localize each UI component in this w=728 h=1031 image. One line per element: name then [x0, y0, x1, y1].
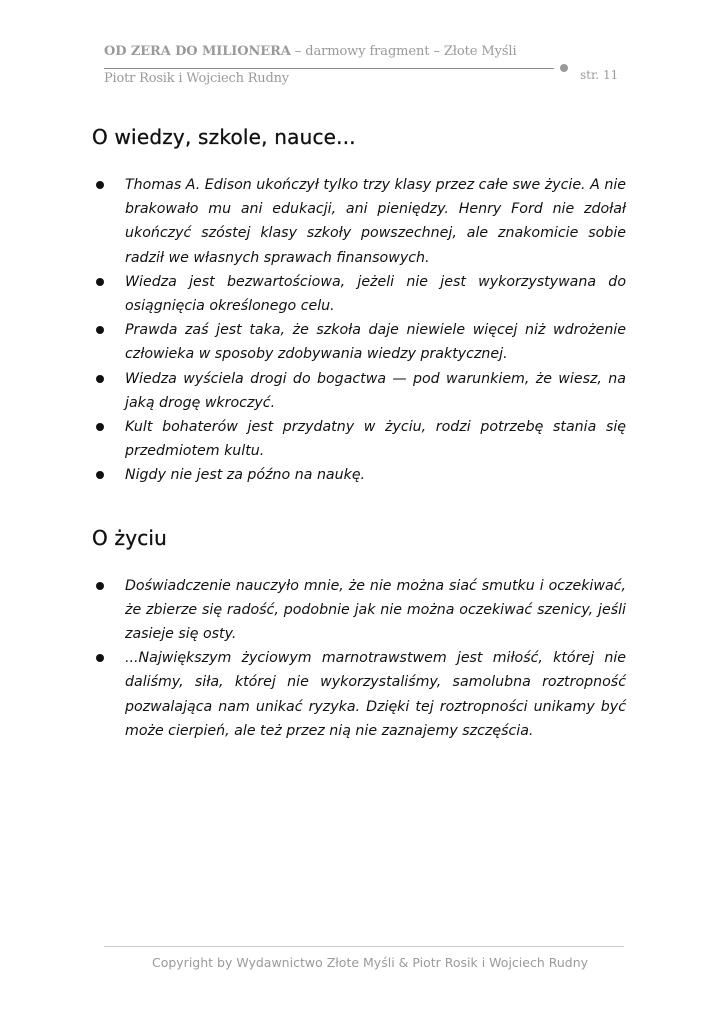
knowledge-list [92, 173, 626, 488]
page-content [92, 125, 626, 743]
page-header [104, 44, 624, 92]
header-subtitle: – darmowy fragment – Złote Myśli [290, 44, 517, 59]
list-item [92, 415, 626, 463]
bullet-icon [96, 471, 104, 479]
section-title-knowledge: O wiedzy, szkole, nauce... [92, 125, 356, 149]
life-list [92, 574, 626, 743]
list-item-text: ...Największym życiowym marnotrawstwem jest miłość, której nie daliśmy, siła, której nie wykorzystaliśmy, samolubna roztropność pozwalająca nam unikać ryzyka. Dzięki tej roztropności unikamy być może cierpień, ale też przez nią nie zaznajemy szczęścia. [125, 650, 626, 739]
list-item [92, 574, 626, 647]
list-item [92, 646, 626, 743]
page-number: str. 11 [580, 68, 619, 82]
bullet-icon [96, 181, 104, 189]
bullet-icon [96, 326, 104, 334]
footer-divider [104, 946, 624, 947]
section-title-life: O życiu [92, 525, 168, 550]
list-item [92, 173, 626, 270]
book-title: OD ZERA DO MILIONERA [104, 44, 291, 59]
bullet-icon [96, 278, 104, 286]
list-item [92, 463, 626, 487]
bullet-icon [96, 582, 104, 590]
bullet-icon [96, 654, 104, 662]
list-item-text: Prawda zaś jest taka, że szkoła daje niewiele więcej niż wdrożenie człowieka w sposoby zdobywania wiedzy praktycznej. [125, 322, 626, 363]
list-item-text: Doświadczenie nauczyło mnie, że nie można siać smutku i oczekiwać, że zbierze się radość, podobnie jak nie można oczekiwać szenicy, jeśli zasieje się osty. [125, 577, 626, 643]
list-item-text: Kult bohaterów jest przydatny w życiu, rodzi potrzebę stania się przedmiotem kultu. [125, 419, 626, 460]
bullet-icon [96, 375, 104, 383]
list-item [92, 318, 626, 366]
header-authors: Piotr Rosik i Wojciech Rudny [104, 71, 289, 86]
header-title-line [104, 44, 517, 59]
list-item-text: Thomas A. Edison ukończył tylko trzy klasy przez całe swe życie. A nie brakowało mu ani edukacji, ani pieniędzy. Henry Ford nie zdołał ukończyć szóstej klasy szkoły powszechnej, ale znakomicie sobie radził we własnych sprawach finansowych. [125, 177, 626, 266]
page-footer: Copyright by Wydawnictwo Złote Myśli & Piotr Rosik i Wojciech Rudny [151, 955, 589, 970]
list-item [92, 270, 626, 318]
list-item-text: Wiedza jest bezwartościowa, jeżeli nie jest wykorzystywana do osiągnięcia określonego celu. [125, 273, 626, 315]
list-item-text: Nigdy nie jest za późno na naukę. [125, 467, 366, 484]
list-item-text: Wiedza wyściela drogi do bogactwa — pod warunkiem, że wiesz, na jaką drogę wkroczyć. [125, 370, 626, 411]
header-dot-icon [560, 64, 568, 72]
bullet-icon [96, 423, 104, 431]
list-item [92, 367, 626, 415]
header-divider [104, 68, 554, 69]
